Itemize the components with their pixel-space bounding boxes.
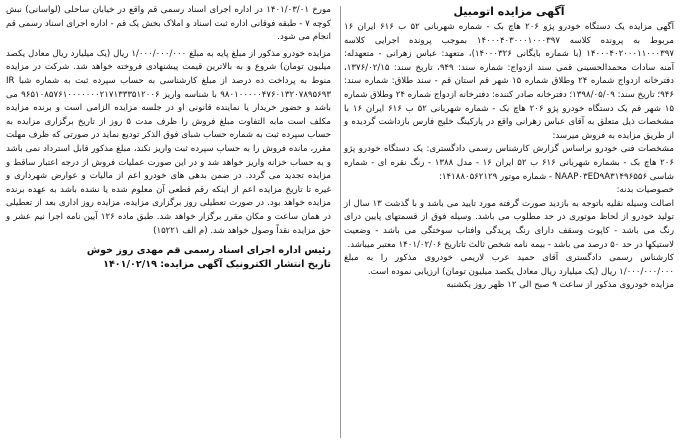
- notice-paragraph-intro: آگهی مزایده یک دستگاه خودرو پژو ۲۰۶ هاچ بک - شماره شهربانی ۵۲ ب ۶۱۶ ایران ۱۶ مربوط به پرونده کلاسه ۱۴۰۰۰۴۰۳۰۰۰۱۰۰۰۳۹۷ بموجب پرونده اجرایی کلاسه ۱۴۰۰۰۴۰۲۰۰۰۱۱۰۰۰۳۹۷ (با شماره بایگانی ۱۴۰۰۰۳۲۶)، متعهد: عباس زهرانی - متعهدله: آمنه سادات محمدالحسینی قمی سند ازدواج: شماره سند: ۹۴۹، تاریخ سند: ۱۳۷۶/۰۲/۱۵، دفترخانه ازدواج شماره ۲۴ وطلاق شماره ۱۵ شهر قم استان قم - سند طلاق: شماره سند: ۹۴۶؛ تاریخ سند: ۱۳۹۸/۰۵/۰۹؛ دفترخانه صادر کننده: دفترخانه ازدواج شماره ۲۴ وطلاق شماره ۱۵ شهر قم یک دستگاه خودرو پژو ۲۰۶ هاچ بک - شماره شهربانی ۵۲ ب ۶۱۶ ایران ۱۶ با مشخصات ذیل متعلق به آقای عباس زهرانی واقع در پارکینگ خلیج فارس بازداشت گردیده و از طریق مزایده به فروش میرسد:: [344, 22, 674, 141]
- auction-notice-left-column: [6, 4, 331, 440]
- notice-publish-date: تاریخ انتشار الکترونیک آگهی مزایده: ۱۴۰۱/۰۲/۱۹: [103, 259, 331, 271]
- notice-paragraph-body-heading: خصوصیات بدنه:: [616, 185, 674, 196]
- notice-paragraph-venue: مورخ ۱۴۰۱/۰۳/۰۱ در اداره اجرای اسناد رسمی قم واقع در خیابان ساحلی (لواسانی) نبش کوچه ۷ - طبقه فوقانی اداره ثبت اسناد و املاک بخش یک قم - اداره اجرای اسناد رسمی قم انجام می شود.: [6, 5, 331, 43]
- notice-paragraph-appraisal: کارشناس رسمی دادگستری آقای حمید عرب لاریمی خودروی مذکور را به مبلغ ۱/۰۰۰/۰۰۰/۰۰۰ ریال (یک میلیارد ریال معادل یکصد میلیون تومان) ارزیابی نموده است.: [344, 253, 674, 277]
- auction-notice-right-column: [344, 4, 674, 440]
- column-divider: [340, 6, 341, 438]
- notice-paragraph-specs: مشخصات فنی خودرو براساس گزارش کارشناس رسمی دادگستری: یک دستگاه خودرو پژو ۲۰۶ هاچ بک - بشماره شهربانی ۶۱۶ ب ۵۲ ایران ۱۶ - مدل ۱۳۸۸ - رنگ نقره ای - شماره شاسی NAAP۰۳ED۹A۳۱۴۹۶۵۵۶ - شماره موتور ۱۴۱۸۸۰۵۶۲۱۲۹:: [344, 144, 675, 182]
- notice-title: آگهی مزایده اتومبیل: [453, 5, 565, 18]
- notice-paragraph-auction-time: مزایده خودروی مذکور از ساعت ۹ صبح الی ۱۲ ظهر روز یکشنبه: [446, 280, 674, 291]
- notice-paragraph-condition: اصالت وسیله نقلیه باتوجه به بازدید صورت گرفته مورد تایید می باشد و با گذشت ۱۳ سال از تولید خودرو از لحاظ موتوری در حد مطلوب می باشد. وسیله فوق از قسمتهای پایین درای رنگ می باشد - کاپوت وسقف دارای رنگ پریدگی وافتاب سوختگی می باشد - وضعیت لاستیکها در حد ۵۰ درصد می باشد - بیمه نامه شخص ثالث تاتاریخ ۱۴۰۱/۰۲/۰۶ معتبر میباشد.: [344, 198, 674, 250]
- notice-signature: رئیس اداره اجرای اسناد رسمی قم مهدی روز خوش: [86, 245, 331, 257]
- notice-paragraph-terms: مزایده خودرو مذکور از مبلغ پایه به مبلغ ۱/۰۰۰/۰۰۰/۰۰۰ ریال (یک میلیارد ریال معادل یکصد میلیون تومان) شروع و به بالاترین قیمت پیشنهادی فروخته خواهد شد. شرکت در مزایده منوط به پرداخت ده درصد از مبلغ کارشناسی به حساب سپرده ثبت به شماره شبا IR ۹۸۰۱۰۰۰۰۰۴۷۶۰۱۳۲۰۷۸۹۵۶۹۳ با شناسه واریز ۹۶۵۱۰۸۵۷۶۱۰۰۰۰۰۰۰۲۱۷۱۳۳۳۵۱۲۰۰۶ می باشد و حضور خریدار یا نماینده قانونی او در جلسه مزایده الزامی است و برنده مزایده مکلف است مابه التفاوت مبلغ فروش را ظرف مدت ۵ روز از تاریخ برگزاری مزایده به حساب سپرده ثبت به شماره حساب شبای فوق الذکر تودیع نماید در صورتی که ظرف مهلت مقرر، مانده فروش را به حساب سپرده ثبت واریز نکند، مبلغ مذکور قابل استرداد نمی باشد و به حساب خزانه واریز خواهد شد و در این صورت عملیات فروش از درجه اعتبار ساقط و مزایده تجدید می گردد. در ضمن بدهی های خودرو اعم از مالیات و عوارض شهرداری و غیره تا تاریخ مزایده اعم از اینکه رقم قطعی آن معلوم شده یا نشده باشد به عهده برنده مزایده خواهد بود. در صورت تعطیلی روز برگزاری مزایده، مزایده روز اداری بعد از تعطیلی در همان ساعت و مکان مقرر برگزار خواهد شد. طبق ماده ۱۲۶ آیین نامه اجرا نیم عشر و حق مزایده نقداً وصول خواهد شد. (م الف ۱۵۲۲۱): [6, 48, 332, 236]
